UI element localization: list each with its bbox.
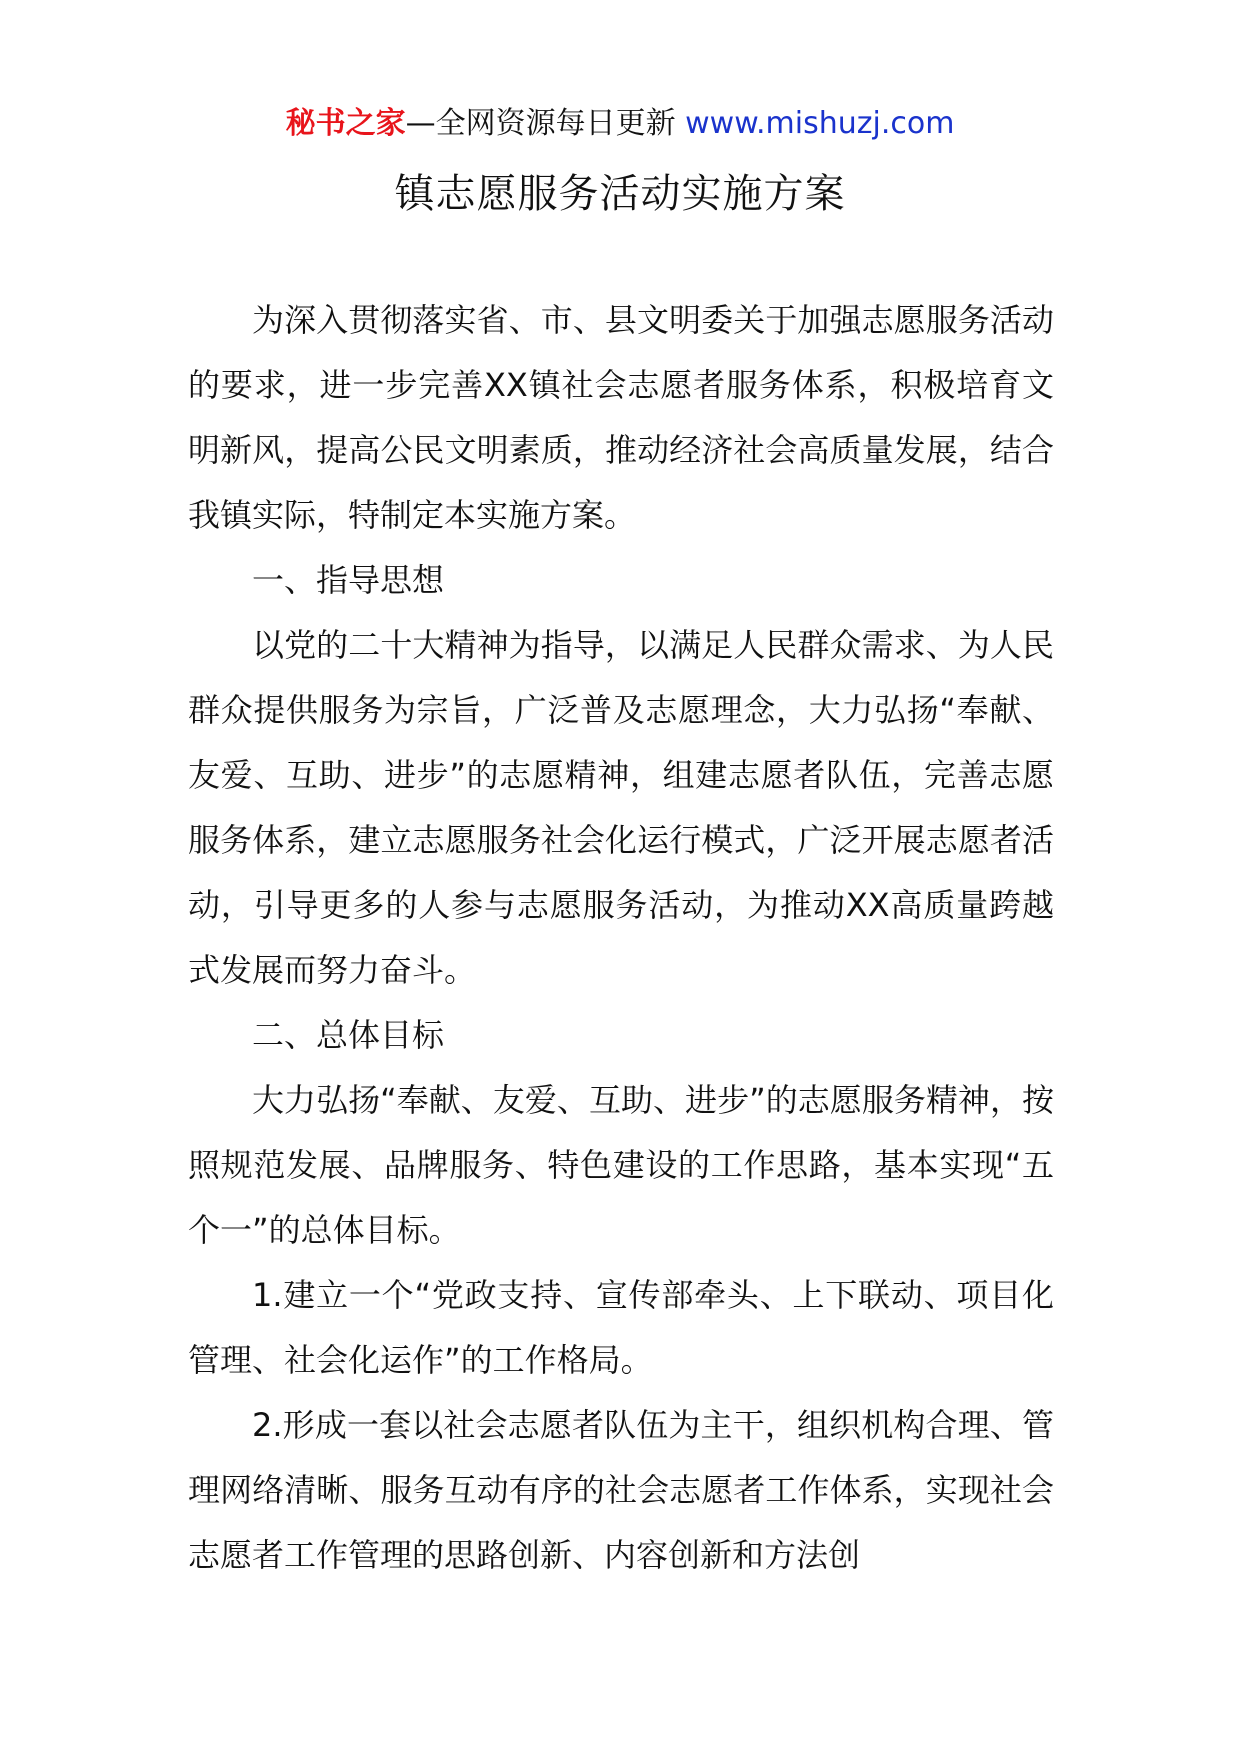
banner-slogan: —全网资源每日更新 — [405, 106, 676, 141]
guiding-ideology-paragraph: 以党的二十大精神为指导，以满足人民群众需求、为人民群众提供服务为宗旨，广泛普及志愿理念，大力弘扬“奉献、友爱、互助、进步”的志愿精神，组建志愿者队伍，完善志愿服务体系，建立志愿服务社会化运行模式，广泛开展志愿者活动，引导更多的人参与志愿服务活动，为推动XX高质量跨越式发展而努力奋斗。 — [188, 626, 1054, 989]
banner-brand: 秘书之家 — [285, 106, 406, 141]
goal-item-1: 1.建立一个“党政支持、宣传部牵头、上下联动、项目化管理、社会化运作”的工作格局。 — [188, 1276, 1054, 1379]
banner-url[interactable]: www.mishuzj.com — [685, 106, 955, 141]
header-banner — [0, 100, 1240, 148]
document-title: 镇志愿服务活动实施方案 — [394, 171, 846, 217]
intro-paragraph: 为深入贯彻落实省、市、县文明委关于加强志愿服务活动的要求，进一步完善XX镇社会志愿者服务体系，积极培育文明新风，提高公民文明素质，推动经济社会高质量发展，结合我镇实际，特制定本实施方案。 — [188, 301, 1054, 534]
goal-item-2: 2.形成一套以社会志愿者队伍为主干，组织机构合理、管理网络清晰、服务互动有序的社会志愿者工作体系，实现社会志愿者工作管理的思路创新、内容创新和方法创 — [188, 1406, 1054, 1574]
overall-goal-paragraph: 大力弘扬“奉献、友爱、互助、进步”的志愿服务精神，按照规范发展、品牌服务、特色建设的工作思路，基本实现“五个一”的总体目标。 — [188, 1081, 1054, 1249]
document-body — [188, 288, 1054, 1588]
section-heading-guiding-ideology: 一、指导思想 — [252, 561, 445, 599]
section-heading-overall-goal: 二、总体目标 — [252, 1016, 445, 1054]
